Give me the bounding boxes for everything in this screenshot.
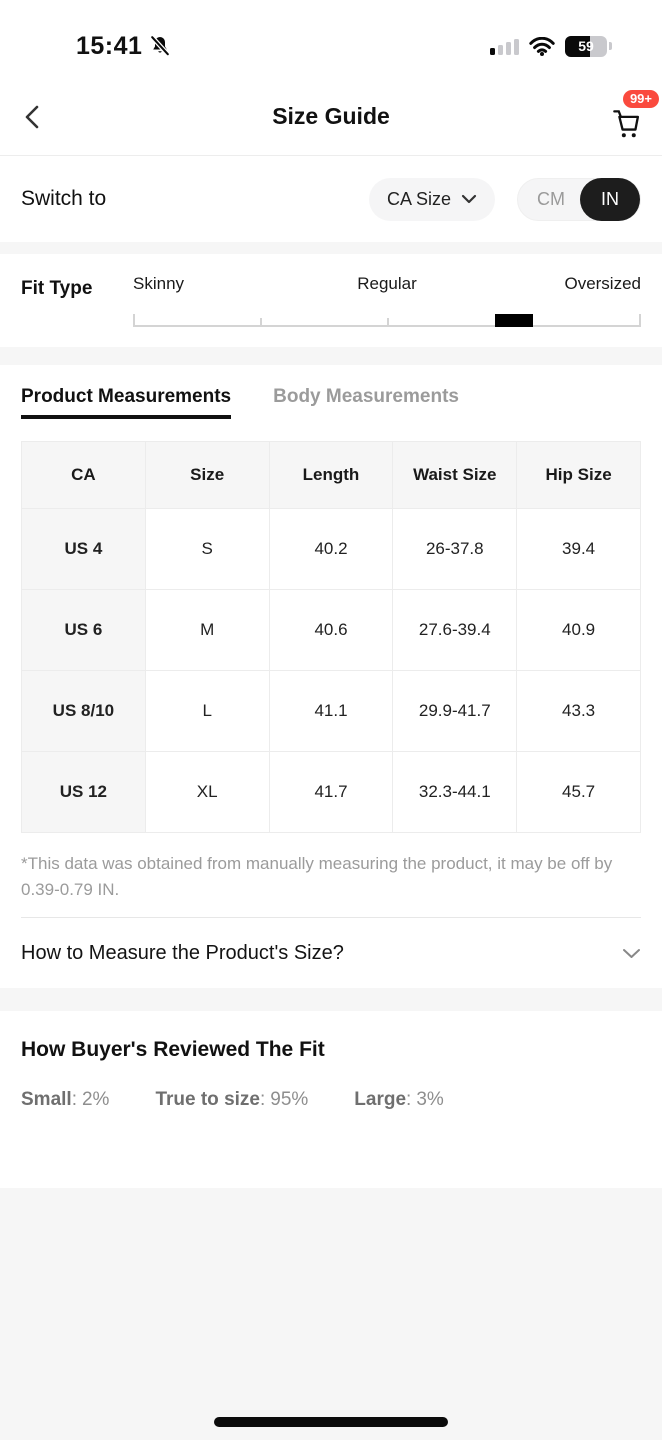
section-divider-band: [0, 242, 662, 254]
table-row: US 8/10 L 41.1 29.9-41.7 43.3: [22, 671, 641, 752]
fit-type-slider: [133, 305, 641, 327]
fit-type-scale: [133, 274, 641, 347]
col-header-hip: Hip Size: [517, 442, 641, 509]
page-title: Size Guide: [272, 103, 390, 129]
switch-row: [0, 156, 662, 242]
notifications-muted-icon: [148, 34, 172, 58]
section-divider-band: [0, 347, 662, 365]
stat-true-to-size: True to size: 95%: [155, 1089, 309, 1110]
battery-nub: [609, 42, 612, 50]
tab-body-measurements[interactable]: Body Measurements: [273, 386, 459, 415]
cellular-signal-icon: [490, 38, 519, 55]
size-system-dropdown[interactable]: [369, 178, 495, 221]
tab-product-measurements[interactable]: Product Measurements: [21, 386, 231, 419]
fit-type-section: [0, 254, 662, 347]
battery-icon: [565, 36, 607, 57]
unit-option-cm[interactable]: CM: [537, 188, 565, 209]
unit-option-in[interactable]: IN: [580, 178, 640, 221]
chevron-down-icon: [461, 194, 477, 204]
status-left: [76, 32, 172, 61]
col-header-ca: CA: [22, 442, 146, 509]
header: [0, 78, 662, 156]
wifi-icon: [529, 37, 555, 56]
fit-type-label: Fit Type: [21, 278, 93, 299]
cart-badge: 99+: [623, 90, 659, 108]
table-row: US 12 XL 41.7 32.3-44.1 45.7: [22, 752, 641, 833]
stat-small: Small: 2%: [21, 1089, 110, 1110]
fit-review-section: [0, 1011, 662, 1188]
fit-review-title: How Buyer's Reviewed The Fit: [21, 1038, 325, 1061]
status-right: [490, 36, 612, 57]
table-row: US 4 S 40.2 26-37.8 39.4: [22, 509, 641, 590]
how-to-measure-expander[interactable]: [0, 918, 662, 988]
cart-icon: [608, 104, 646, 142]
stat-large: Large: 3%: [354, 1089, 444, 1110]
back-chevron-icon: [20, 102, 46, 132]
back-button[interactable]: [16, 98, 50, 136]
switch-controls: [369, 178, 641, 221]
fit-option-skinny: Skinny: [133, 274, 185, 293]
fit-review-stats: [21, 1089, 641, 1111]
fit-indicator: [495, 314, 533, 327]
col-header-waist: Waist Size: [393, 442, 517, 509]
size-system-value: CA Size: [386, 188, 451, 209]
col-header-length: Length: [269, 442, 393, 509]
table-header-row: [22, 442, 641, 509]
measurement-tabs: [0, 365, 662, 419]
unit-toggle[interactable]: [517, 178, 641, 221]
bottom-sheet-backdrop: [0, 1188, 662, 1440]
switch-to-label: Switch to: [21, 187, 107, 210]
home-indicator[interactable]: [214, 1417, 448, 1427]
battery-percent: 59: [578, 38, 594, 54]
section-divider-band: [0, 988, 662, 1011]
fit-option-oversized: Oversized: [564, 274, 641, 293]
size-table: [21, 441, 641, 833]
measurement-disclaimer: *This data was obtained from manually measuring the product, it may be off by 0.39-0.79 IN.: [21, 854, 613, 899]
status-bar: [0, 0, 662, 78]
cart-button[interactable]: [608, 91, 652, 142]
chevron-down-icon: [622, 948, 641, 959]
status-time: 15:41: [76, 31, 143, 60]
fit-type-options: [133, 274, 641, 298]
fit-option-regular: Regular: [357, 274, 417, 293]
how-to-measure-label: How to Measure the Product's Size?: [21, 941, 344, 964]
col-header-size: Size: [145, 442, 269, 509]
table-row: US 6 M 40.6 27.6-39.4 40.9: [22, 590, 641, 671]
